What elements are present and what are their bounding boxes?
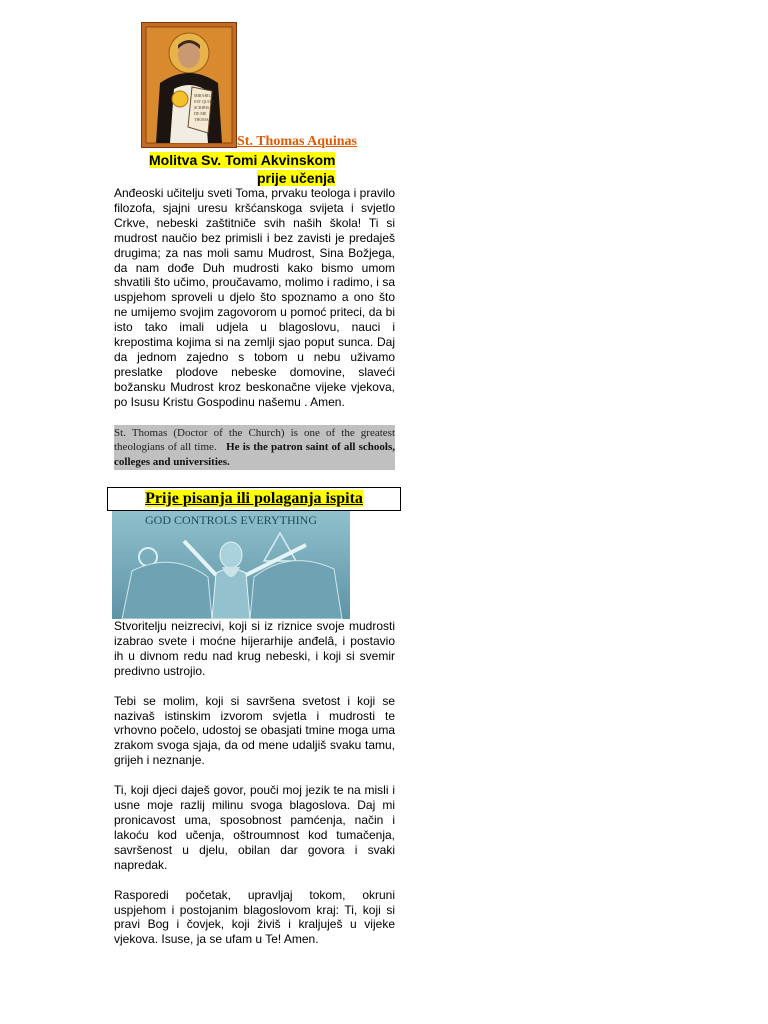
section2-paragraph-4: Rasporedi početak, upravljaj tokom, okruni uspjehom i postojanim blagoslovom kraj: Ti, koji si pravi Bog i čovjek, koji živiš i kraljuješ u vijeke vjekova. Isuse, ja se ufam u Te! Amen. bbox=[114, 887, 395, 947]
relief-drawing bbox=[112, 511, 350, 619]
section2-paragraph-2: Tebi se molim, koji si savršena svetost i koji se nazivaš istinskim izvorom svjetla i mudrosti te vrhovno počelo, udostoj se obasjati tmine moga uma zrakom svoga sjaja, da od mene udaljiš svaku tamu, grijeh i neznanje. bbox=[114, 693, 395, 768]
section2-paragraph-3: Ti, koji djeci daješ govor, pouči moj jezik te na misli i usne moje razlij milinu svoga blagoslova. Daj mi pronicavost uma, sposobnost pamćenja, način i lakoću kod učenja, oštroumnost kod tumačenja, savršenost u djelu, obilan dar govora i svaki napredak. bbox=[114, 783, 395, 872]
patron-note bbox=[114, 425, 395, 470]
god-controls-everything-image bbox=[112, 511, 350, 619]
prayer-title-line1-text: Molitva Sv. Tomi Akvinskom bbox=[149, 152, 336, 168]
scroll-line-5: THOMA bbox=[194, 117, 209, 122]
relief-caption: GOD CONTROLS EVERYTHING bbox=[145, 513, 317, 527]
patron-note-bold: He is the patron saint of all schools, colleges and universities. bbox=[114, 441, 395, 468]
saint-thomas-icon-drawing bbox=[142, 23, 236, 147]
saint-thomas-icon-image bbox=[141, 22, 237, 148]
prayer-paragraph: Anđeoski učitelju sveti Toma, prvaku teologa i pravilo filozofa, sjajni uresu kršćanskoga svijeta i svjetlo Crkve, nebeski zaštitniče svih naših škola! Ti si mudrost naučio bez primisli i bez zavisti je predaješ drugima; za nas moli samu Mudrost, Sina Božjega, da nam dođe Duh mudrosti kako bismo umom shvatili što učimo, proučavamo, molimo i radimo, i sa uspjehom sproveli u djelo što spoznamo a ono što ne umijemo svojim zagovorom u pomoć priteci, da bi isto tako imali udjela u blagoslovu, nauci i krepostima kojima si na zemlji sjao poput sunca. Daj da jednom zajedno s tobom u nebu uživamo preslatke plodove nebeske domovine, slaveći božansku Mudrost kroz beskonačne vijeke vjekova, po Isusu Kristu Gospodinu našemu . Amen. bbox=[114, 186, 395, 409]
patron-note-text: St. Thomas (Doctor of the Church) is one of the greatest theologians of all time. bbox=[114, 427, 395, 454]
prayer-title-line2 bbox=[257, 170, 335, 186]
section2-paragraph-1: Stvoritelju neizrecivi, koji si iz riznice svoje mudrosti izabrao svete i moćne hijerarhije anđelâ, i postavio ih u divnom redu nad krug nebeski, i koji si svemir predivno ustrojio. bbox=[114, 619, 395, 678]
section-title: Prije pisanja ili polaganja ispita bbox=[145, 490, 363, 507]
icon-caption: St. Thomas Aquinas bbox=[237, 134, 357, 149]
scroll-line-4: DE ME bbox=[194, 111, 207, 116]
prayer-title-line2-text: prije učenja bbox=[257, 170, 335, 186]
scroll-line-2: EST QUOD bbox=[194, 99, 214, 104]
scroll-line-1: MIRABILE bbox=[194, 93, 214, 98]
prayer-title-line1 bbox=[149, 152, 335, 168]
section2-text bbox=[114, 619, 395, 947]
prayer-text bbox=[114, 186, 395, 410]
section-title-box bbox=[107, 487, 401, 511]
scroll-line-3: SCRIBIS bbox=[194, 105, 210, 110]
